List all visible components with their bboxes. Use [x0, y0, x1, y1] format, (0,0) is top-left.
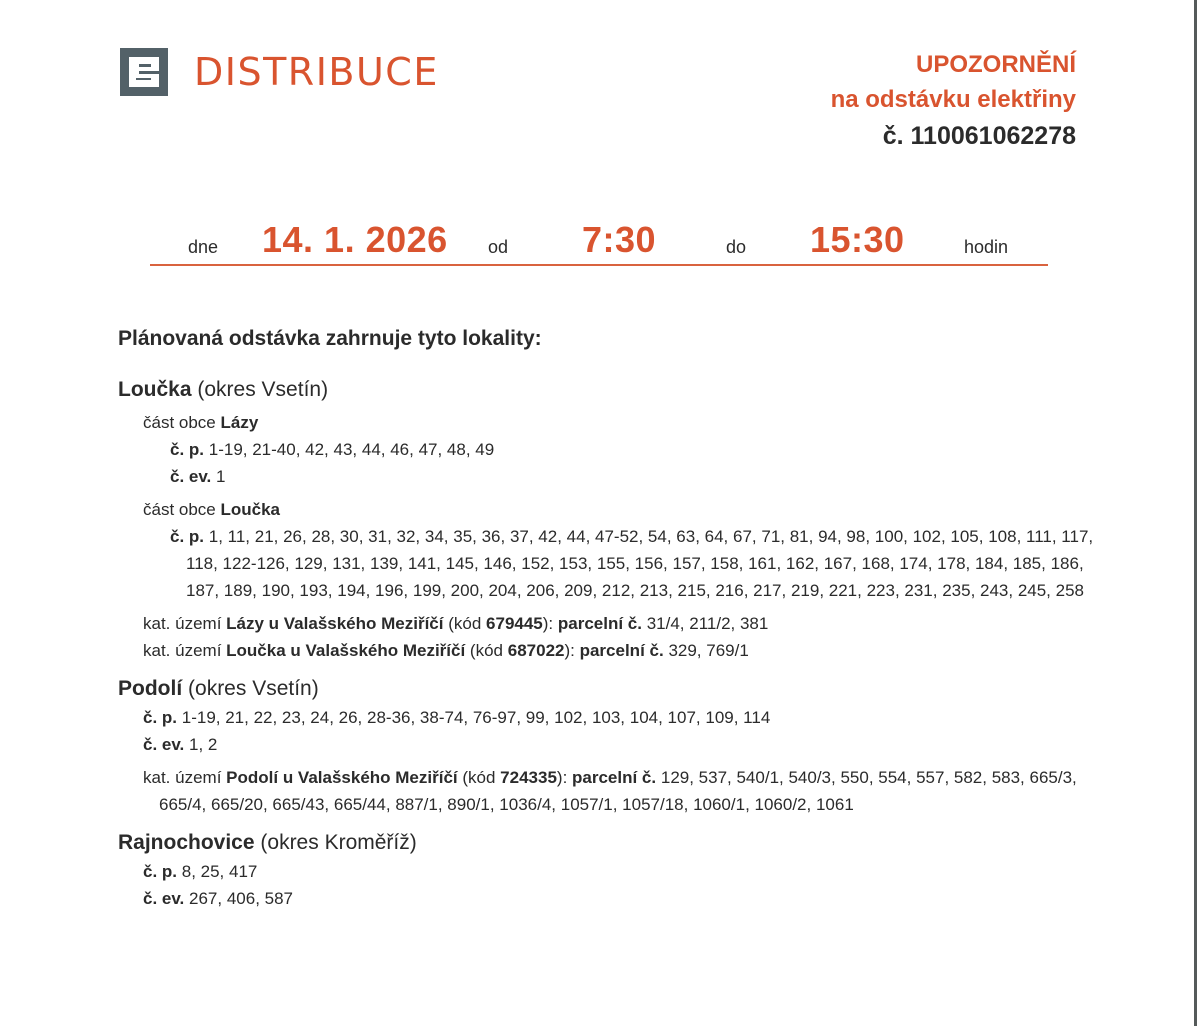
notice-subtitle: na odstávku elektřiny [830, 86, 1076, 113]
part-name: Loučka [220, 500, 281, 519]
part-name: Lázy [220, 413, 259, 432]
from-time: 7:30 [582, 219, 657, 260]
house-numbers: č. p. 1, 11, 21, 26, 28, 30, 31, 32, 34, 35, 36, 37, 42, 44, 47-52, 54, 63, 64, 67, 71, 81, 94, 98, 100, 102, 105, 108, 111, 117, 118, 122-126, 129, 131, 139, 141, 145, 146, 152, 153, 155, 156, 157, 158, 161, 162, 167, 168, 174, 178, 184, 185, 186, 187, 189, 190, 193, 194, 196, 199, 200, 204, 206, 209, 212, 213, 215, 216, 217, 219, 221, 223, 231, 235, 243, 245, 258 [170, 527, 1094, 600]
house-numbers: č. p. 1-19, 21-40, 42, 43, 44, 46, 47, 48, 49 [170, 440, 495, 459]
brand-name: DISTRIBUCE [194, 50, 439, 94]
location-loucka [118, 375, 1098, 664]
cadastral-line: kat. území Lázy u Valašského Meziříčí (kód 679445): parcelní č. 31/4, 211/2, 381 [143, 614, 769, 633]
location-podoli [118, 674, 1098, 818]
location-rajnochovice [118, 828, 1098, 912]
location-name: Loučka [118, 378, 192, 401]
cadastral-code: 724335 [500, 768, 557, 787]
cadastral-line: kat. území Podolí u Valašského Meziříčí (kód 724335): parcelní č. 129, 537, 540/1, 540/3, 550, 554, 557, 582, 583, 665/3, 665/4, 665/20, 665/43, 665/44, 887/1, 890/1, 1036/4, 1057/1, 1057/18, 1060/1, 1060/2, 1061 [143, 768, 1077, 814]
registration-numbers: č. ev. 1, 2 [143, 735, 218, 754]
unit-label: hodin [964, 237, 1009, 257]
house-numbers: č. p. 8, 25, 417 [143, 862, 258, 881]
registration-numbers: č. ev. 267, 406, 587 [143, 889, 293, 908]
cadastral-code: 687022 [507, 641, 565, 660]
page-edge-border [1194, 0, 1197, 1026]
cadastral-name: Loučka u Valašského Meziříčí [226, 641, 466, 660]
day-label: dne [188, 237, 219, 257]
to-label: do [726, 237, 747, 257]
to-time: 15:30 [810, 219, 905, 260]
brand-logo [120, 48, 439, 96]
location-district: (okres Vsetín) [188, 677, 319, 700]
parcel-numbers: 129, 537, 540/1, 540/3, 550, 554, 557, 582, 583, 665/3, 665/4, 665/20, 665/43, 665/44, 887/1, 890/1, 1036/4, 1057/1, 1057/18, 1060/1, 1060/2, 1061 [159, 768, 1077, 814]
house-numbers: č. p. 1-19, 21, 22, 23, 24, 26, 28-36, 38-74, 76-97, 99, 102, 103, 104, 107, 109, 114 [143, 708, 771, 727]
outage-date: 14. 1. 2026 [262, 219, 448, 260]
location-heading [118, 828, 1098, 858]
cadastral-code: 679445 [486, 614, 543, 633]
location-name: Podolí [118, 677, 183, 700]
location-heading [118, 375, 1098, 405]
notice-header [831, 48, 1076, 154]
cadastral-line: kat. území Loučka u Valašského Meziříčí (kód 687022): parcelní č. 329, 769/1 [143, 641, 749, 660]
part-heading: část obce Loučka [143, 500, 281, 519]
intro-heading: Plánovaná odstávka zahrnuje tyto lokality: [118, 327, 542, 350]
registration-numbers: č. ev. 1 [170, 467, 226, 486]
location-heading [118, 674, 1098, 704]
cadastral-name: Podolí u Valašského Meziříčí [226, 768, 458, 787]
schedule-row [150, 218, 1048, 266]
location-district: (okres Kroměříž) [260, 831, 417, 854]
locations-content [118, 325, 1098, 912]
location-name: Rajnochovice [118, 831, 255, 854]
cadastral-name: Lázy u Valašského Meziříčí [226, 614, 444, 633]
cez-logo-mark-icon [120, 48, 168, 96]
from-label: od [488, 237, 509, 257]
part-heading: část obce Lázy [143, 413, 259, 432]
location-district: (okres Vsetín) [197, 378, 329, 401]
notice-title: UPOZORNĚNÍ [915, 51, 1076, 78]
parcel-numbers: 31/4, 211/2, 381 [646, 614, 769, 633]
notice-number: č. 110061062278 [882, 122, 1076, 150]
parcel-numbers: 329, 769/1 [668, 641, 749, 660]
